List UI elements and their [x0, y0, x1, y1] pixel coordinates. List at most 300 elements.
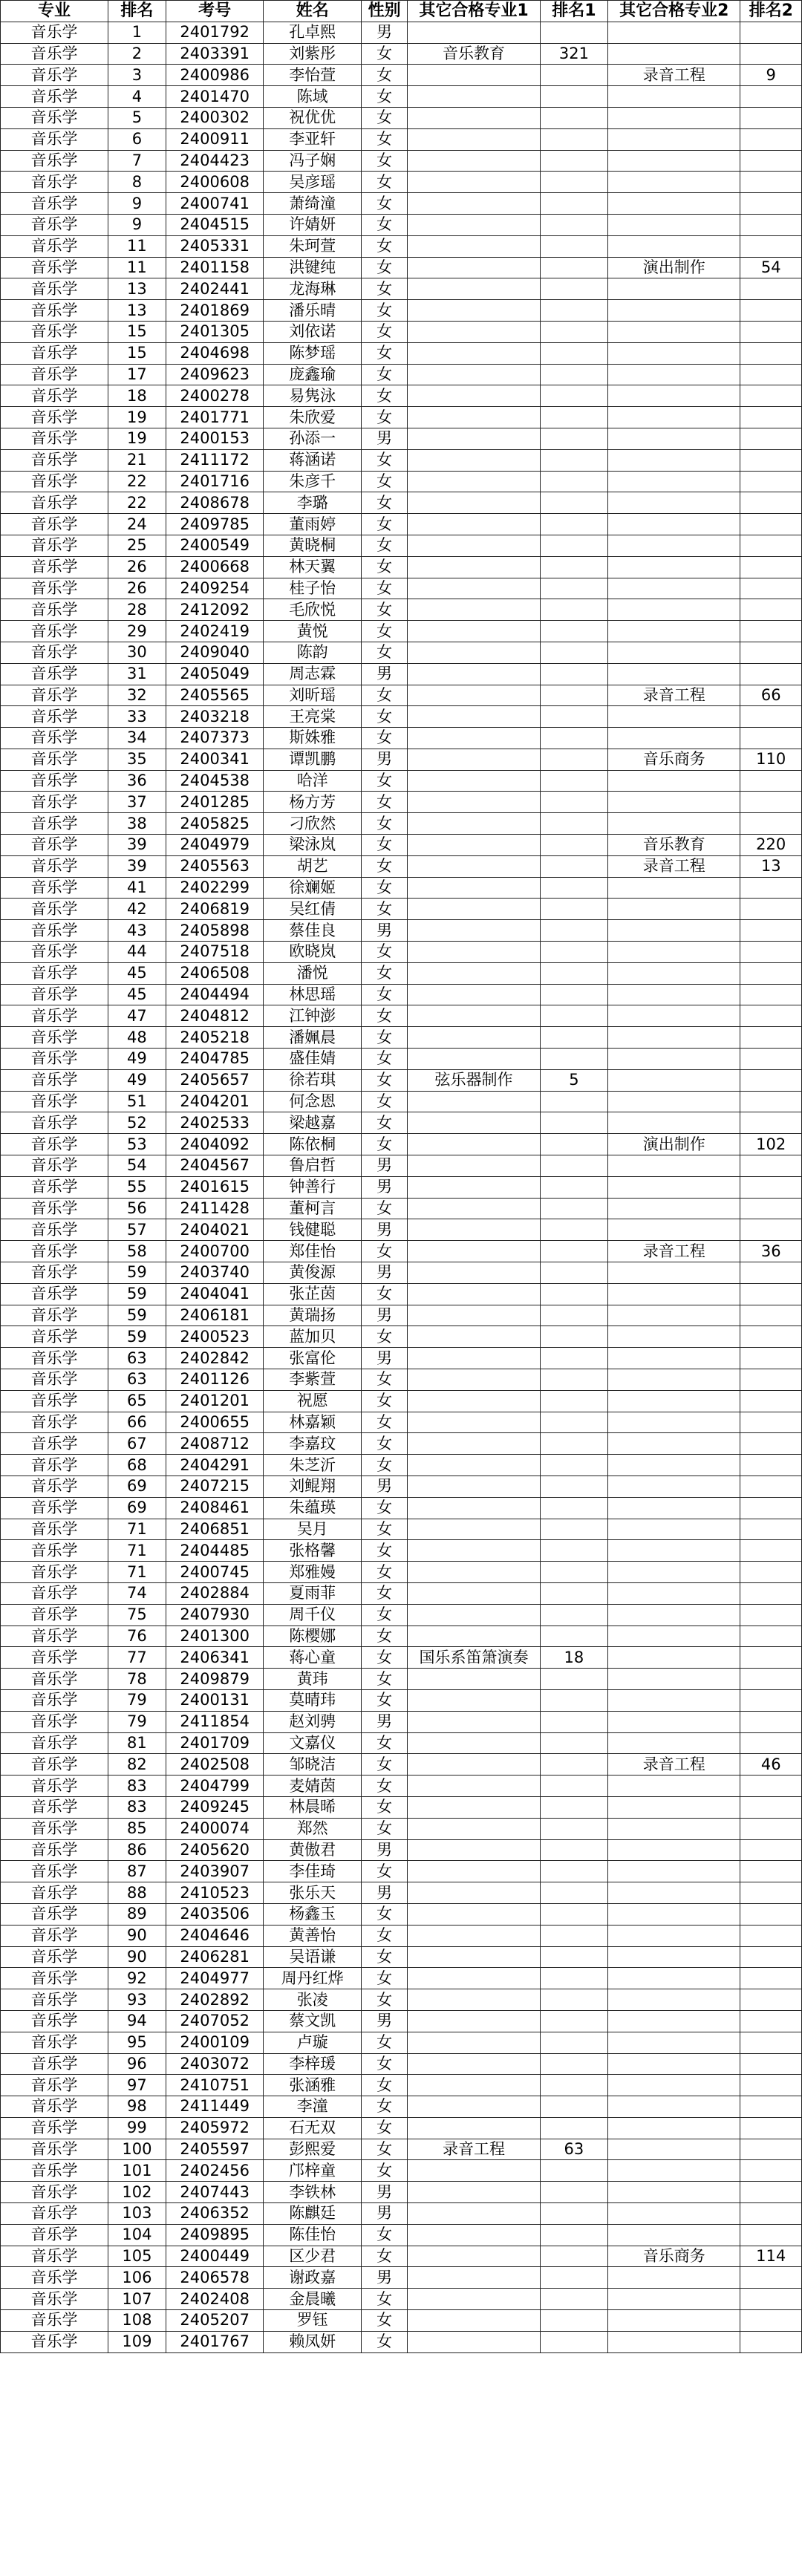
- cell-rank: 59: [108, 1283, 166, 1305]
- cell-major: 音乐学: [1, 1647, 108, 1669]
- cell-rank-2: [740, 364, 802, 385]
- cell-name: 谢政嘉: [264, 2267, 362, 2289]
- cell-rank-1: [540, 556, 607, 578]
- cell-rank-2: [740, 1711, 802, 1732]
- cell-name: 黄瑞扬: [264, 1305, 362, 1326]
- table-row: [1, 492, 802, 514]
- cell-rank: 79: [108, 1689, 166, 1711]
- cell-name: 萧绮潼: [264, 193, 362, 215]
- cell-major: 音乐学: [1, 1049, 108, 1070]
- cell-rank-1: [540, 1903, 607, 1925]
- cell-exam-number: 2404423: [166, 150, 264, 172]
- table-row: [1, 128, 802, 150]
- cell-rank-2: [740, 1112, 802, 1134]
- table-row: [1, 877, 802, 899]
- cell-rank-1: [540, 835, 607, 856]
- cell-major: 音乐学: [1, 749, 108, 770]
- cell-other-major-1: [408, 193, 540, 215]
- cell-rank-2: 110: [740, 749, 802, 770]
- cell-name: 郑佳怡: [264, 1241, 362, 1262]
- cell-rank-1: [540, 1005, 607, 1027]
- table-row: [1, 1711, 802, 1732]
- cell-rank-1: [540, 1198, 607, 1219]
- cell-other-major-2: [608, 1049, 740, 1070]
- cell-major: 音乐学: [1, 1903, 108, 1925]
- header-name: 姓名: [264, 1, 362, 22]
- table-row: [1, 342, 802, 364]
- cell-major: 音乐学: [1, 1455, 108, 1476]
- cell-rank-1: [540, 1326, 607, 1348]
- cell-other-major-1: [408, 449, 540, 471]
- cell-other-major-1: [408, 342, 540, 364]
- cell-rank-1: 18: [540, 1647, 607, 1669]
- cell-exam-number: 2408461: [166, 1497, 264, 1519]
- cell-rank: 71: [108, 1540, 166, 1562]
- cell-other-major-1: [408, 1262, 540, 1284]
- cell-gender: 女: [361, 813, 407, 835]
- cell-other-major-1: [408, 1369, 540, 1391]
- cell-other-major-2: [608, 535, 740, 556]
- cell-exam-number: 2403506: [166, 1903, 264, 1925]
- cell-gender: 女: [361, 1989, 407, 2011]
- cell-other-major-1: [408, 1198, 540, 1219]
- table-row: [1, 150, 802, 172]
- cell-other-major-1: [408, 1049, 540, 1070]
- cell-rank: 55: [108, 1176, 166, 1198]
- cell-exam-number: 2401792: [166, 22, 264, 43]
- cell-rank-2: [740, 471, 802, 492]
- cell-name: 张芷茵: [264, 1283, 362, 1305]
- cell-gender: 女: [361, 150, 407, 172]
- cell-gender: 女: [361, 984, 407, 1005]
- cell-other-major-1: [408, 1839, 540, 1861]
- cell-other-major-1: [408, 1283, 540, 1305]
- cell-name: 潘乐晴: [264, 300, 362, 322]
- cell-other-major-1: [408, 1091, 540, 1112]
- cell-name: 江钟澎: [264, 1005, 362, 1027]
- cell-rank-2: [740, 599, 802, 621]
- cell-other-major-1: [408, 1669, 540, 1690]
- header-other-major-1: 其它合格专业1: [408, 1, 540, 22]
- cell-other-major-1: [408, 899, 540, 920]
- cell-other-major-2: [608, 1968, 740, 1989]
- cell-exam-number: 2412092: [166, 599, 264, 621]
- cell-rank-1: [540, 599, 607, 621]
- cell-rank-1: [540, 300, 607, 322]
- cell-gender: 男: [361, 2267, 407, 2289]
- cell-major: 音乐学: [1, 321, 108, 342]
- cell-name: 黄俊源: [264, 1262, 362, 1284]
- cell-major: 音乐学: [1, 1732, 108, 1754]
- cell-exam-number: 2403740: [166, 1262, 264, 1284]
- cell-rank: 15: [108, 342, 166, 364]
- cell-gender: 女: [361, 128, 407, 150]
- cell-name: 黄善怡: [264, 1925, 362, 1946]
- cell-name: 陈韵: [264, 642, 362, 663]
- cell-rank-2: [740, 150, 802, 172]
- cell-exam-number: 2404977: [166, 1968, 264, 1989]
- cell-major: 音乐学: [1, 1027, 108, 1049]
- cell-gender: 男: [361, 1155, 407, 1177]
- cell-other-major-2: [608, 984, 740, 1005]
- cell-other-major-2: [608, 1005, 740, 1027]
- cell-major: 音乐学: [1, 1925, 108, 1946]
- cell-rank: 90: [108, 1946, 166, 1968]
- table-row: [1, 855, 802, 877]
- cell-name: 邝梓童: [264, 2160, 362, 2182]
- cell-name: 蓝加贝: [264, 1326, 362, 1348]
- cell-major: 音乐学: [1, 1989, 108, 2011]
- cell-other-major-1: [408, 1412, 540, 1433]
- cell-rank-1: [540, 1604, 607, 1626]
- cell-other-major-2: [608, 578, 740, 599]
- cell-rank: 35: [108, 749, 166, 770]
- cell-rank-1: [540, 578, 607, 599]
- cell-rank-1: [540, 471, 607, 492]
- cell-other-major-1: [408, 1476, 540, 1497]
- cell-other-major-1: [408, 749, 540, 770]
- cell-rank-1: [540, 2182, 607, 2203]
- cell-exam-number: 2400745: [166, 1562, 264, 1583]
- cell-name: 易隽泳: [264, 385, 362, 407]
- table-row: [1, 364, 802, 385]
- cell-major: 音乐学: [1, 962, 108, 984]
- cell-gender: 男: [361, 663, 407, 685]
- cell-major: 音乐学: [1, 65, 108, 86]
- cell-rank-2: [740, 2139, 802, 2160]
- cell-rank: 59: [108, 1305, 166, 1326]
- table-row: [1, 278, 802, 300]
- cell-other-major-2: [608, 621, 740, 642]
- cell-gender: 男: [361, 920, 407, 942]
- cell-rank-1: [540, 1155, 607, 1177]
- cell-other-major-2: [608, 728, 740, 749]
- cell-rank: 58: [108, 1241, 166, 1262]
- cell-rank-1: [540, 235, 607, 257]
- cell-other-major-1: [408, 1219, 540, 1241]
- cell-other-major-1: [408, 2117, 540, 2139]
- cell-other-major-2: 音乐商务: [608, 749, 740, 770]
- cell-name: 董柯言: [264, 1198, 362, 1219]
- table-row: [1, 2032, 802, 2053]
- cell-other-major-2: [608, 1497, 740, 1519]
- cell-name: 周丹红烨: [264, 1968, 362, 1989]
- cell-gender: 女: [361, 1689, 407, 1711]
- cell-rank-2: [740, 1476, 802, 1497]
- cell-other-major-1: [408, 1305, 540, 1326]
- cell-name: 陈麒廷: [264, 2203, 362, 2225]
- cell-other-major-1: [408, 1562, 540, 1583]
- cell-major: 音乐学: [1, 1198, 108, 1219]
- cell-rank: 22: [108, 492, 166, 514]
- table-row: [1, 2075, 802, 2096]
- cell-name: 李紫萱: [264, 1369, 362, 1391]
- cell-exam-number: 2410751: [166, 2075, 264, 2096]
- cell-rank-2: [740, 2053, 802, 2075]
- cell-other-major-1: [408, 385, 540, 407]
- cell-rank-2: 9: [740, 65, 802, 86]
- table-row: [1, 1134, 802, 1155]
- cell-rank: 83: [108, 1776, 166, 1797]
- table-row: [1, 984, 802, 1005]
- cell-name: 周志霖: [264, 663, 362, 685]
- cell-major: 音乐学: [1, 1348, 108, 1369]
- cell-other-major-1: [408, 920, 540, 942]
- cell-other-major-1: [408, 1326, 540, 1348]
- cell-name: 刘昕瑶: [264, 685, 362, 706]
- table-row: [1, 749, 802, 770]
- cell-rank: 109: [108, 2331, 166, 2352]
- cell-rank: 53: [108, 1134, 166, 1155]
- cell-rank-1: [540, 728, 607, 749]
- cell-rank-1: [540, 2075, 607, 2096]
- cell-other-major-2: 演出制作: [608, 1134, 740, 1155]
- cell-gender: 女: [361, 65, 407, 86]
- cell-gender: 女: [361, 2139, 407, 2160]
- cell-gender: 女: [361, 1968, 407, 1989]
- cell-other-major-1: [408, 514, 540, 535]
- table-row: [1, 514, 802, 535]
- table-row: [1, 1069, 802, 1091]
- cell-rank-2: [740, 385, 802, 407]
- cell-exam-number: 2401201: [166, 1390, 264, 1412]
- cell-other-major-1: [408, 1027, 540, 1049]
- table-row: [1, 2203, 802, 2225]
- cell-major: 音乐学: [1, 1241, 108, 1262]
- cell-other-major-1: [408, 1946, 540, 1968]
- cell-exam-number: 2401869: [166, 300, 264, 322]
- cell-major: 音乐学: [1, 1818, 108, 1839]
- cell-rank-2: [740, 407, 802, 428]
- cell-rank-2: [740, 1027, 802, 1049]
- cell-rank-1: [540, 364, 607, 385]
- cell-rank-1: [540, 1455, 607, 1476]
- cell-rank: 97: [108, 2075, 166, 2096]
- table-row: [1, 1219, 802, 1241]
- table-row: [1, 920, 802, 942]
- cell-rank-1: [540, 1348, 607, 1369]
- cell-rank: 17: [108, 364, 166, 385]
- cell-exam-number: 2401615: [166, 1176, 264, 1198]
- cell-rank-2: [740, 2032, 802, 2053]
- cell-other-major-2: [608, 1604, 740, 1626]
- cell-rank: 59: [108, 1262, 166, 1284]
- cell-other-major-1: [408, 578, 540, 599]
- cell-gender: 女: [361, 1027, 407, 1049]
- cell-gender: 女: [361, 2032, 407, 2053]
- cell-rank-2: [740, 2160, 802, 2182]
- cell-gender: 女: [361, 2224, 407, 2246]
- table-row: [1, 1027, 802, 1049]
- cell-other-major-1: [408, 1861, 540, 1882]
- cell-name: 张乐天: [264, 1882, 362, 1904]
- table-row: [1, 193, 802, 215]
- cell-name: 桂子怡: [264, 578, 362, 599]
- cell-gender: 女: [361, 1647, 407, 1669]
- cell-other-major-2: 音乐教育: [608, 835, 740, 856]
- cell-rank: 28: [108, 599, 166, 621]
- cell-rank-2: [740, 556, 802, 578]
- cell-name: 区少君: [264, 2246, 362, 2267]
- cell-gender: 女: [361, 193, 407, 215]
- cell-major: 音乐学: [1, 1562, 108, 1583]
- cell-exam-number: 2409895: [166, 2224, 264, 2246]
- cell-other-major-2: [608, 2096, 740, 2118]
- cell-other-major-1: [408, 621, 540, 642]
- cell-rank: 22: [108, 471, 166, 492]
- cell-rank: 48: [108, 1027, 166, 1049]
- cell-rank-2: [740, 300, 802, 322]
- cell-rank-1: [540, 1711, 607, 1732]
- cell-other-major-2: [608, 2117, 740, 2139]
- cell-exam-number: 2400549: [166, 535, 264, 556]
- cell-other-major-2: [608, 22, 740, 43]
- cell-other-major-2: [608, 1776, 740, 1797]
- table-row: [1, 770, 802, 792]
- header-rank-1: 排名1: [540, 1, 607, 22]
- cell-other-major-1: [408, 128, 540, 150]
- cell-other-major-2: [608, 86, 740, 108]
- table-row: [1, 2246, 802, 2267]
- cell-gender: 女: [361, 1562, 407, 1583]
- cell-major: 音乐学: [1, 1433, 108, 1455]
- cell-rank-1: [540, 1412, 607, 1433]
- cell-rank-1: [540, 535, 607, 556]
- cell-rank: 63: [108, 1369, 166, 1391]
- cell-exam-number: 2404812: [166, 1005, 264, 1027]
- cell-rank: 107: [108, 2289, 166, 2310]
- cell-exam-number: 2406851: [166, 1519, 264, 1540]
- cell-exam-number: 2405972: [166, 2117, 264, 2139]
- cell-rank-1: [540, 2010, 607, 2032]
- cell-other-major-1: [408, 792, 540, 813]
- cell-exam-number: 2407518: [166, 942, 264, 963]
- cell-rank-1: [540, 1305, 607, 1326]
- cell-rank-1: [540, 920, 607, 942]
- cell-rank-1: [540, 150, 607, 172]
- cell-exam-number: 2402892: [166, 1989, 264, 2011]
- cell-other-major-2: [608, 2310, 740, 2332]
- cell-other-major-2: [608, 1669, 740, 1690]
- cell-gender: 女: [361, 2331, 407, 2352]
- cell-gender: 男: [361, 1176, 407, 1198]
- cell-other-major-2: [608, 1112, 740, 1134]
- cell-rank-2: [740, 813, 802, 835]
- table-row: [1, 706, 802, 728]
- cell-other-major-1: [408, 2053, 540, 2075]
- cell-other-major-1: [408, 1112, 540, 1134]
- cell-rank: 103: [108, 2203, 166, 2225]
- table-row: [1, 1968, 802, 1989]
- cell-major: 音乐学: [1, 2032, 108, 2053]
- cell-other-major-2: [608, 107, 740, 128]
- cell-rank-1: [540, 514, 607, 535]
- table-row: [1, 1776, 802, 1797]
- cell-gender: 女: [361, 1669, 407, 1690]
- cell-gender: 女: [361, 578, 407, 599]
- cell-rank-1: [540, 1839, 607, 1861]
- cell-rank-1: [540, 449, 607, 471]
- cell-exam-number: 2402441: [166, 278, 264, 300]
- cell-rank: 3: [108, 65, 166, 86]
- cell-exam-number: 2400986: [166, 65, 264, 86]
- cell-exam-number: 2409245: [166, 1796, 264, 1818]
- table-row: [1, 1369, 802, 1391]
- cell-rank: 94: [108, 2010, 166, 2032]
- cell-other-major-2: 录音工程: [608, 1241, 740, 1262]
- cell-rank-2: [740, 2267, 802, 2289]
- cell-exam-number: 2402533: [166, 1112, 264, 1134]
- cell-other-major-2: [608, 642, 740, 663]
- cell-rank-2: [740, 1176, 802, 1198]
- cell-major: 音乐学: [1, 1005, 108, 1027]
- cell-gender: 女: [361, 770, 407, 792]
- cell-rank: 83: [108, 1796, 166, 1818]
- cell-name: 李嘉玟: [264, 1433, 362, 1455]
- table-row: [1, 1604, 802, 1626]
- cell-rank-2: [740, 193, 802, 215]
- cell-exam-number: 2411172: [166, 449, 264, 471]
- cell-other-major-1: [408, 1155, 540, 1177]
- cell-major: 音乐学: [1, 899, 108, 920]
- cell-rank-1: [540, 2289, 607, 2310]
- cell-name: 龙海琳: [264, 278, 362, 300]
- table-row: [1, 621, 802, 642]
- cell-exam-number: 2404041: [166, 1283, 264, 1305]
- cell-major: 音乐学: [1, 257, 108, 278]
- cell-name: 金晨曦: [264, 2289, 362, 2310]
- cell-other-major-2: [608, 2289, 740, 2310]
- cell-rank-1: [540, 86, 607, 108]
- cell-other-major-2: [608, 235, 740, 257]
- cell-rank: 6: [108, 128, 166, 150]
- cell-rank-1: [540, 2160, 607, 2182]
- cell-gender: 女: [361, 342, 407, 364]
- cell-rank: 7: [108, 150, 166, 172]
- cell-other-major-1: [408, 321, 540, 342]
- cell-other-major-2: [608, 214, 740, 235]
- cell-name: 郑雅嫚: [264, 1562, 362, 1583]
- cell-rank: 43: [108, 920, 166, 942]
- cell-name: 林晨晞: [264, 1796, 362, 1818]
- cell-other-major-1: [408, 300, 540, 322]
- cell-rank: 77: [108, 1647, 166, 1669]
- cell-other-major-2: [608, 2224, 740, 2246]
- table-row: [1, 1305, 802, 1326]
- cell-major: 音乐学: [1, 2246, 108, 2267]
- cell-gender: 女: [361, 728, 407, 749]
- cell-other-major-2: [608, 1540, 740, 1562]
- cell-other-major-1: [408, 1711, 540, 1732]
- cell-name: 李梓瑗: [264, 2053, 362, 2075]
- cell-rank-2: 46: [740, 1754, 802, 1776]
- cell-rank-1: [540, 1818, 607, 1839]
- cell-exam-number: 2404092: [166, 1134, 264, 1155]
- cell-other-major-2: [608, 2075, 740, 2096]
- cell-major: 音乐学: [1, 855, 108, 877]
- cell-name: 毛欣悦: [264, 599, 362, 621]
- cell-other-major-2: [608, 2053, 740, 2075]
- cell-other-major-2: [608, 471, 740, 492]
- cell-rank-2: [740, 621, 802, 642]
- table-row: [1, 300, 802, 322]
- table-row: [1, 1476, 802, 1497]
- cell-other-major-2: [608, 1476, 740, 1497]
- cell-other-major-2: [608, 1925, 740, 1946]
- cell-gender: 女: [361, 43, 407, 65]
- cell-major: 音乐学: [1, 1476, 108, 1497]
- cell-exam-number: 2404485: [166, 1540, 264, 1562]
